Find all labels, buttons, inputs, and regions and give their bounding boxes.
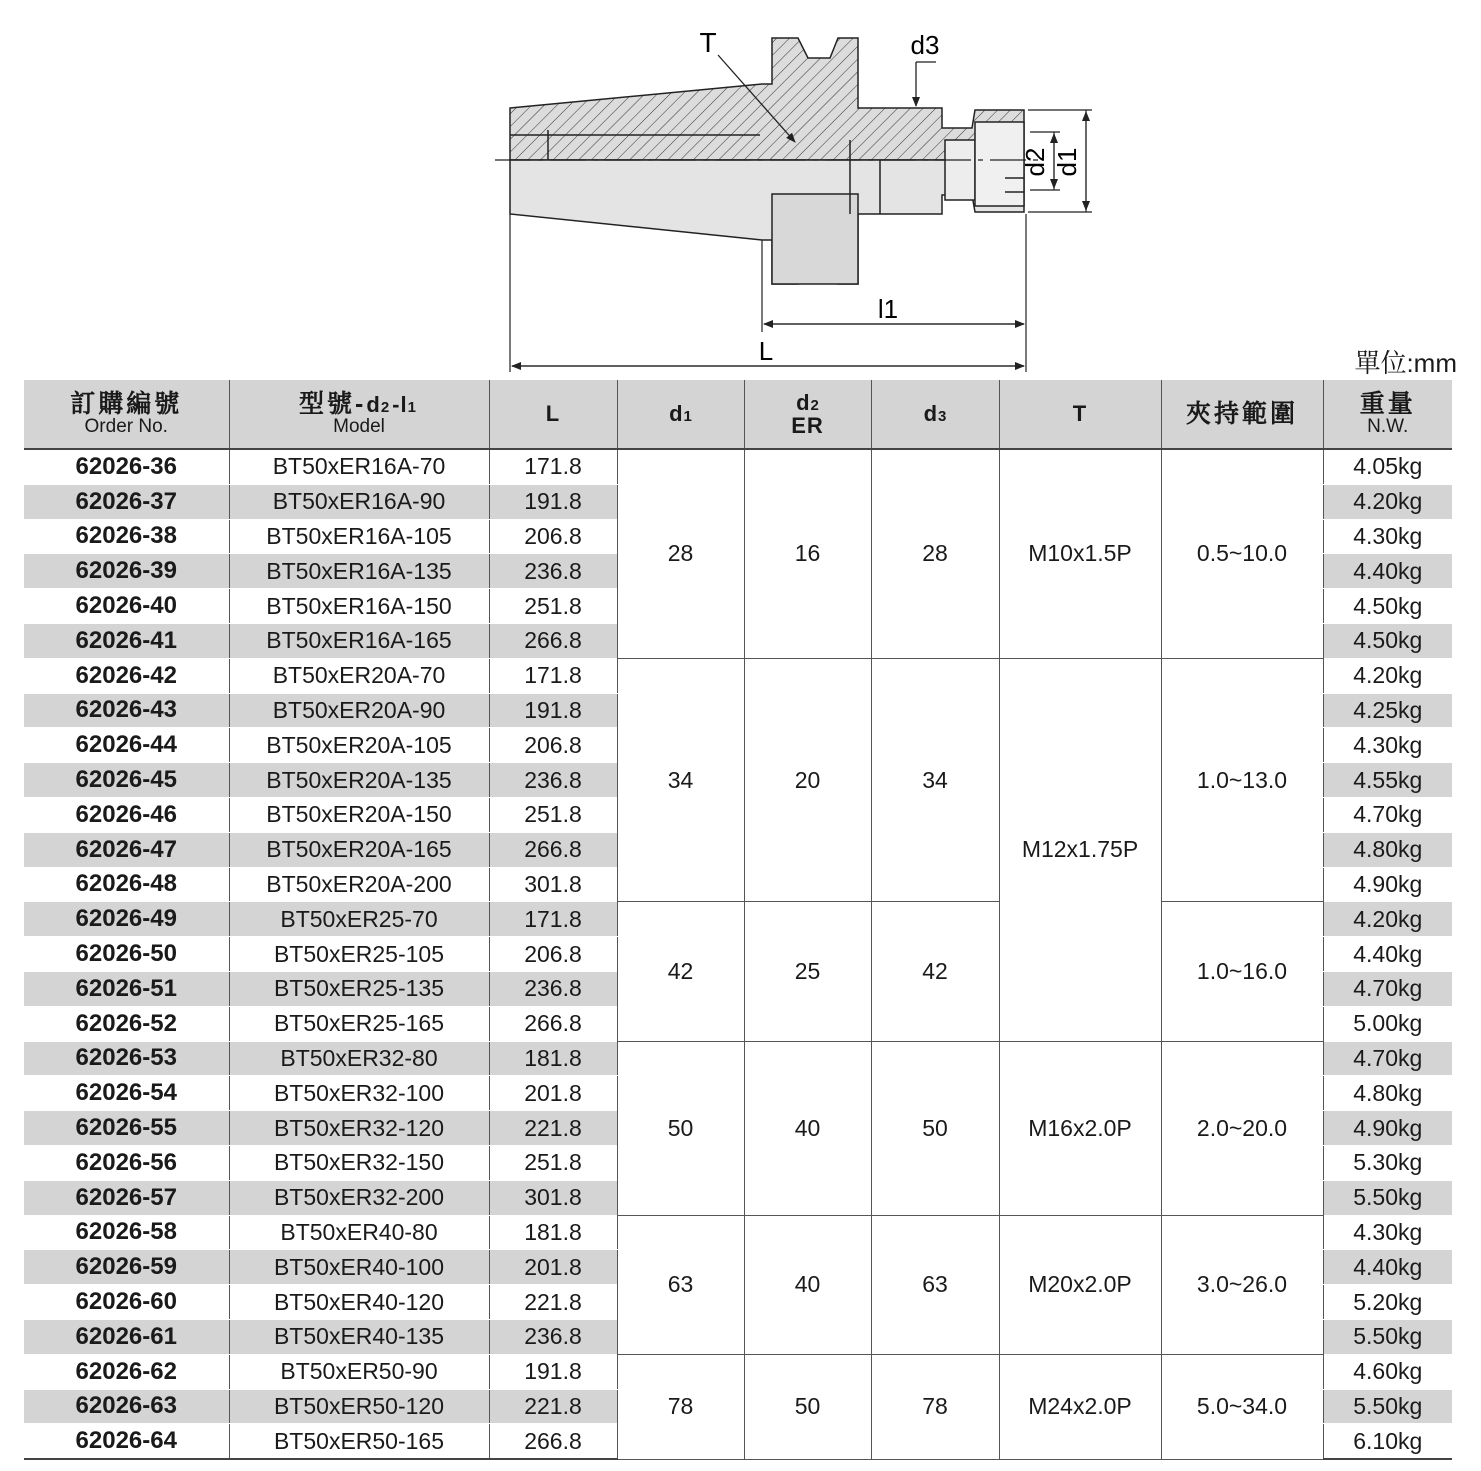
table-row xyxy=(24,1215,1452,1250)
clamp-range-value: 2.0~20.0 xyxy=(1161,1041,1323,1215)
order-number: 62026-39 xyxy=(24,554,229,589)
model-name: BT50xER25-165 xyxy=(229,1006,489,1041)
model-name: BT50xER40-100 xyxy=(229,1250,489,1285)
weight-value: 4.40kg xyxy=(1323,937,1452,972)
length-L: 236.8 xyxy=(489,1319,617,1354)
weight-value: 4.30kg xyxy=(1323,519,1452,554)
order-number: 62026-40 xyxy=(24,589,229,624)
model-name: BT50xER20A-105 xyxy=(229,728,489,763)
model-name: BT50xER16A-70 xyxy=(229,449,489,484)
model-name: BT50xER20A-200 xyxy=(229,867,489,902)
model-name: BT50xER25-105 xyxy=(229,937,489,972)
thread-T-value: M20x2.0P xyxy=(999,1215,1161,1354)
table-row xyxy=(24,1041,1452,1076)
weight-value: 4.50kg xyxy=(1323,589,1452,624)
length-L: 251.8 xyxy=(489,589,617,624)
order-number: 62026-44 xyxy=(24,728,229,763)
clamp-range-value: 1.0~16.0 xyxy=(1161,902,1323,1041)
model-name: BT50xER25-135 xyxy=(229,971,489,1006)
length-L: 221.8 xyxy=(489,1111,617,1146)
table-row xyxy=(24,902,1452,937)
header-L: L xyxy=(489,380,617,449)
weight-value: 4.25kg xyxy=(1323,693,1452,728)
model-name: BT50xER16A-165 xyxy=(229,623,489,658)
weight-value: 4.90kg xyxy=(1323,1111,1452,1146)
order-number: 62026-55 xyxy=(24,1111,229,1146)
weight-value: 4.70kg xyxy=(1323,971,1452,1006)
order-number: 62026-58 xyxy=(24,1215,229,1250)
model-name: BT50xER20A-70 xyxy=(229,658,489,693)
length-L: 181.8 xyxy=(489,1041,617,1076)
model-name: BT50xER50-120 xyxy=(229,1389,489,1424)
length-L: 201.8 xyxy=(489,1250,617,1285)
header-order-zh: 訂購編號 xyxy=(70,389,183,418)
order-number: 62026-37 xyxy=(24,484,229,519)
length-L: 171.8 xyxy=(489,658,617,693)
weight-value: 5.50kg xyxy=(1323,1180,1452,1215)
thread-T-value: M10x1.5P xyxy=(999,449,1161,658)
model-name: BT50xER50-90 xyxy=(229,1354,489,1389)
model-name: BT50xER20A-135 xyxy=(229,763,489,798)
d2-value: 40 xyxy=(744,1215,871,1354)
length-L: 191.8 xyxy=(489,1354,617,1389)
thread-T-value: M16x2.0P xyxy=(999,1041,1161,1215)
model-name: BT50xER50-165 xyxy=(229,1424,489,1459)
weight-value: 5.30kg xyxy=(1323,1145,1452,1180)
weight-value: 4.80kg xyxy=(1323,1076,1452,1111)
weight-value: 6.10kg xyxy=(1323,1424,1452,1459)
order-number: 62026-42 xyxy=(24,658,229,693)
d1-value: 34 xyxy=(617,658,744,902)
order-number: 62026-59 xyxy=(24,1250,229,1285)
length-L: 201.8 xyxy=(489,1076,617,1111)
d1-value: 78 xyxy=(617,1354,744,1459)
order-number: 62026-38 xyxy=(24,519,229,554)
length-L: 181.8 xyxy=(489,1215,617,1250)
header-weight xyxy=(1323,380,1452,449)
table-row xyxy=(24,449,1452,484)
length-L: 191.8 xyxy=(489,693,617,728)
holder-body xyxy=(510,38,1024,284)
unit-label: 單位:mm xyxy=(1354,348,1457,378)
model-name: BT50xER16A-90 xyxy=(229,484,489,519)
weight-value: 4.40kg xyxy=(1323,554,1452,589)
length-L: 301.8 xyxy=(489,867,617,902)
d1-value: 50 xyxy=(617,1041,744,1215)
weight-value: 4.20kg xyxy=(1323,484,1452,519)
length-L: 266.8 xyxy=(489,832,617,867)
d3-value: 42 xyxy=(871,902,999,1041)
model-name: BT50xER32-200 xyxy=(229,1180,489,1215)
model-name: BT50xER32-100 xyxy=(229,1076,489,1111)
model-name: BT50xER32-150 xyxy=(229,1145,489,1180)
order-number: 62026-61 xyxy=(24,1319,229,1354)
order-number: 62026-57 xyxy=(24,1180,229,1215)
order-number: 62026-36 xyxy=(24,449,229,484)
weight-value: 4.80kg xyxy=(1323,832,1452,867)
weight-value: 5.00kg xyxy=(1323,1006,1452,1041)
weight-value: 4.50kg xyxy=(1323,623,1452,658)
d3-value: 78 xyxy=(871,1354,999,1459)
model-name: BT50xER32-80 xyxy=(229,1041,489,1076)
model-name: BT50xER16A-135 xyxy=(229,554,489,589)
order-number: 62026-56 xyxy=(24,1145,229,1180)
order-number: 62026-49 xyxy=(24,902,229,937)
length-L: 236.8 xyxy=(489,971,617,1006)
weight-value: 5.20kg xyxy=(1323,1285,1452,1320)
clamp-range-value: 0.5~10.0 xyxy=(1161,449,1323,658)
d2-value: 40 xyxy=(744,1041,871,1215)
header-weight-en: N.W. xyxy=(1367,416,1409,438)
label-d1: d1 xyxy=(1052,147,1082,177)
length-L: 206.8 xyxy=(489,519,617,554)
model-name: BT50xER16A-105 xyxy=(229,519,489,554)
header-d2: d2 ER xyxy=(744,380,871,449)
header-order-en: Order No. xyxy=(84,416,168,438)
weight-value: 4.70kg xyxy=(1323,1041,1452,1076)
length-L: 221.8 xyxy=(489,1285,617,1320)
length-L: 191.8 xyxy=(489,484,617,519)
order-number: 62026-41 xyxy=(24,623,229,658)
order-number: 62026-62 xyxy=(24,1354,229,1389)
weight-value: 4.20kg xyxy=(1323,658,1452,693)
order-number: 62026-63 xyxy=(24,1389,229,1424)
weight-value: 5.50kg xyxy=(1323,1389,1452,1424)
length-L: 221.8 xyxy=(489,1389,617,1424)
label-l1: l1 xyxy=(877,294,899,324)
clamp-range-value: 1.0~13.0 xyxy=(1161,658,1323,902)
d3-value: 34 xyxy=(871,658,999,902)
length-L: 251.8 xyxy=(489,1145,617,1180)
spec-table xyxy=(24,380,1452,1460)
header-model-zh: 型號-d2-l1 xyxy=(299,389,419,418)
clamp-range-value: 3.0~26.0 xyxy=(1161,1215,1323,1354)
header-row xyxy=(24,380,1452,449)
d2-value: 25 xyxy=(744,902,871,1041)
thread-T-value: M12x1.75P xyxy=(999,658,1161,1041)
length-L: 266.8 xyxy=(489,1424,617,1459)
length-L: 236.8 xyxy=(489,763,617,798)
weight-value: 4.20kg xyxy=(1323,902,1452,937)
length-L: 236.8 xyxy=(489,554,617,589)
weight-value: 4.90kg xyxy=(1323,867,1452,902)
length-L: 266.8 xyxy=(489,623,617,658)
order-number: 62026-64 xyxy=(24,1424,229,1459)
weight-value: 4.40kg xyxy=(1323,1250,1452,1285)
header-weight-zh: 重量 xyxy=(1359,389,1416,418)
weight-value: 4.05kg xyxy=(1323,449,1452,484)
d3-value: 63 xyxy=(871,1215,999,1354)
order-number: 62026-60 xyxy=(24,1285,229,1320)
clamp-range-value: 5.0~34.0 xyxy=(1161,1354,1323,1459)
header-order xyxy=(24,380,229,449)
tool-holder-drawing xyxy=(0,0,1481,380)
length-L: 301.8 xyxy=(489,1180,617,1215)
length-L: 171.8 xyxy=(489,449,617,484)
length-L: 206.8 xyxy=(489,728,617,763)
thread-T-value: M24x2.0P xyxy=(999,1354,1161,1459)
weight-value: 4.55kg xyxy=(1323,763,1452,798)
d2-value: 16 xyxy=(744,449,871,658)
label-L: L xyxy=(758,336,774,366)
weight-value: 5.50kg xyxy=(1323,1319,1452,1354)
order-number: 62026-54 xyxy=(24,1076,229,1111)
order-number: 62026-52 xyxy=(24,1006,229,1041)
order-number: 62026-53 xyxy=(24,1041,229,1076)
weight-value: 4.60kg xyxy=(1323,1354,1452,1389)
d1-value: 63 xyxy=(617,1215,744,1354)
d1-value: 42 xyxy=(617,902,744,1041)
weight-value: 4.70kg xyxy=(1323,797,1452,832)
length-L: 266.8 xyxy=(489,1006,617,1041)
header-d3: d3 xyxy=(871,380,999,449)
length-L: 251.8 xyxy=(489,797,617,832)
header-clamp: 夾持範圍 xyxy=(1161,380,1323,449)
d3-value: 50 xyxy=(871,1041,999,1215)
weight-value: 4.30kg xyxy=(1323,728,1452,763)
header-d1: d1 xyxy=(617,380,744,449)
model-name: BT50xER32-120 xyxy=(229,1111,489,1146)
order-number: 62026-50 xyxy=(24,937,229,972)
model-name: BT50xER16A-150 xyxy=(229,589,489,624)
header-model-en: Model xyxy=(333,416,385,438)
order-number: 62026-46 xyxy=(24,797,229,832)
header-model xyxy=(229,380,489,449)
table-row xyxy=(24,1354,1452,1389)
label-d2: d2 xyxy=(1020,147,1050,177)
model-name: BT50xER20A-150 xyxy=(229,797,489,832)
model-name: BT50xER20A-165 xyxy=(229,832,489,867)
weight-value: 4.30kg xyxy=(1323,1215,1452,1250)
table-row xyxy=(24,658,1452,693)
d1-value: 28 xyxy=(617,449,744,658)
model-name: BT50xER25-70 xyxy=(229,902,489,937)
order-number: 62026-47 xyxy=(24,832,229,867)
d2-value: 20 xyxy=(744,658,871,902)
model-name: BT50xER40-135 xyxy=(229,1319,489,1354)
label-T: T xyxy=(699,27,717,58)
d3-value: 28 xyxy=(871,449,999,658)
model-name: BT50xER20A-90 xyxy=(229,693,489,728)
order-number: 62026-43 xyxy=(24,693,229,728)
model-name: BT50xER40-120 xyxy=(229,1285,489,1320)
d2-value: 50 xyxy=(744,1354,871,1459)
length-L: 171.8 xyxy=(489,902,617,937)
length-L: 206.8 xyxy=(489,937,617,972)
label-d3: d3 xyxy=(910,30,940,60)
order-number: 62026-51 xyxy=(24,971,229,1006)
order-number: 62026-48 xyxy=(24,867,229,902)
order-number: 62026-45 xyxy=(24,763,229,798)
header-T: T xyxy=(999,380,1161,449)
model-name: BT50xER40-80 xyxy=(229,1215,489,1250)
